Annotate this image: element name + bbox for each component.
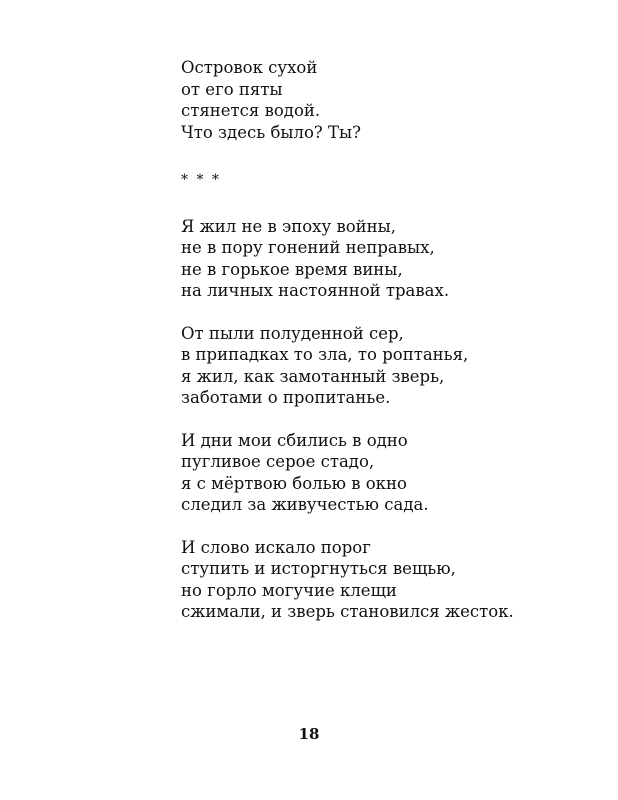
poem-line: ступить и исторгнуться вещью,	[181, 559, 456, 578]
poem-stanza-3	[181, 430, 581, 516]
poem-line: на личных настоянной травах.	[181, 281, 450, 300]
poem-line: не в пору гонений неправых,	[181, 238, 435, 257]
poem-line: в припадках то зла, то роптанья,	[181, 345, 469, 364]
poem-line: И слово искало порог	[181, 537, 371, 557]
poem-line: не в горькое время вины,	[181, 259, 403, 279]
poem-line: пугливое серое стадо,	[181, 452, 375, 471]
poem-text-block	[181, 57, 581, 623]
poem-stanza-4	[181, 537, 581, 623]
poem-stanza-1	[181, 216, 581, 302]
poem-line: Островок сухой	[181, 58, 318, 77]
poem-line: От пыли полуденной сер,	[181, 323, 404, 343]
poem-line: следил за живучестью сада.	[181, 495, 429, 514]
poem-line: от его пяты	[181, 79, 283, 99]
poem-line: я с мёртвою болью в окно	[181, 473, 407, 493]
poem-line: заботами о пропитанье.	[181, 388, 391, 407]
poem-line: я жил, как замотанный зверь,	[181, 366, 445, 386]
poem-line: но горло могучие клещи	[181, 580, 397, 600]
poem-line: И дни мои сбились в одно	[181, 430, 408, 450]
section-separator: * * *	[181, 172, 221, 188]
poem-line: сжимали, и зверь становился жесток.	[181, 602, 514, 621]
poem-line: стянется водой.	[181, 101, 321, 120]
page-number: 18	[298, 725, 320, 743]
poem-line: Я жил не в эпоху войны,	[181, 216, 397, 236]
poem-fragment-stanza	[181, 57, 581, 143]
poem-stanza-2	[181, 323, 581, 409]
poem-line: Что здесь было? Ты?	[181, 122, 362, 142]
